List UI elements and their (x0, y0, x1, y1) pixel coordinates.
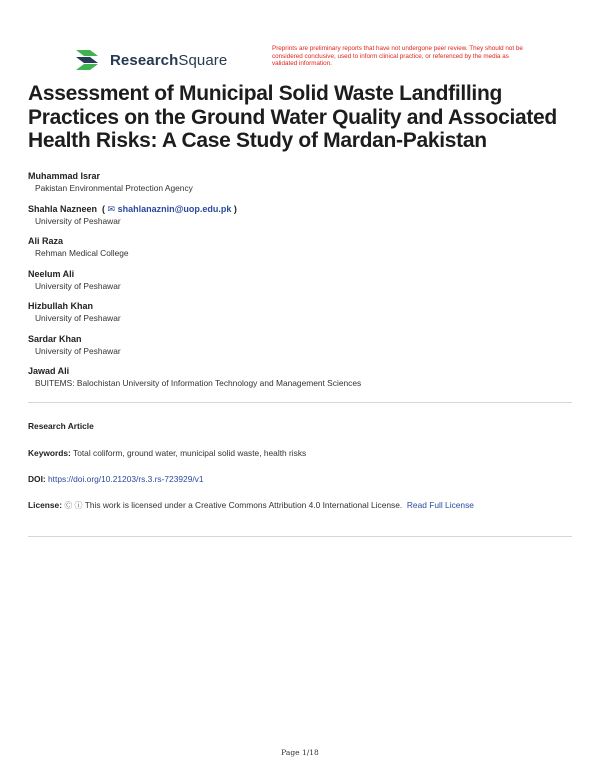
doi (28, 472, 573, 486)
author-name: Ali Raza (28, 236, 64, 246)
author-name: Shahla Nazneen (28, 203, 98, 214)
author-entry (28, 333, 568, 366)
logo-text: ResearchSquare (110, 51, 228, 69)
research-square-logo[interactable] (74, 47, 227, 73)
article-type: Research Article (28, 421, 94, 431)
page-number: Page 1/18 (281, 748, 319, 757)
author-name: Sardar Khan (28, 333, 82, 344)
author-entry (28, 170, 568, 203)
author-name: Neelum Ali (28, 268, 75, 279)
author-entry (28, 268, 568, 301)
read-full-license-link[interactable]: Read Full License (406, 500, 474, 510)
research-square-logo-icon (74, 48, 104, 72)
keywords-label: Keywords: (28, 448, 71, 458)
author-entry (28, 365, 568, 398)
author-affiliation: University of Peshawar (35, 345, 121, 356)
doi-label: DOI: (28, 474, 46, 484)
author-affiliation: BUITEMS: Balochistan University of Information Technology and Management Sciences (35, 378, 362, 388)
license (28, 498, 573, 513)
divider (28, 536, 572, 537)
license-text: This work is licensed under a Creative Commons Attribution 4.0 International License. (84, 500, 403, 510)
doi-link[interactable]: https://doi.org/10.21203/rs.3.rs-723929/v1 (48, 474, 204, 484)
author-entry (28, 235, 568, 268)
author-affiliation: University of Peshawar (35, 215, 121, 226)
preprint-notice: Preprints are preliminary reports that have not undergone peer review. They should not be considered conclusive, used to inform clinical practice, or referenced by the media as validated information. (272, 45, 523, 68)
author-entry (28, 203, 568, 236)
author-name: Muhammad Israr (28, 171, 101, 181)
author-list (28, 170, 568, 398)
paper-title: Assessment of Municipal Solid Waste Landfilling Practices on the Ground Water Quality and Associated Health Risks: A Case Study of Mardan-Pakistan (28, 82, 557, 152)
creative-commons-icon: Ⓒ ⓘ (64, 501, 83, 510)
divider (28, 402, 572, 403)
author-email-link[interactable]: shahlanaznin@uop.edu.pk (117, 203, 232, 214)
author-name-with-email: Shahla Nazneen ( ✉ shahlanaznin@uop.edu.pk ) (28, 203, 237, 214)
author-affiliation: Pakistan Environmental Protection Agency (35, 183, 193, 193)
keywords-value: Total coliform, ground water, municipal solid waste, health risks (73, 448, 307, 458)
keywords (28, 446, 573, 460)
author-name: Hizbullah Khan (28, 301, 93, 311)
license-label: License: (28, 500, 62, 510)
author-affiliation: University of Peshawar (35, 313, 121, 323)
author-affiliation: Rehman Medical College (35, 248, 129, 258)
author-name: Jawad Ali (28, 366, 70, 376)
envelope-icon: ✉ (107, 203, 116, 214)
author-affiliation: University of Peshawar (35, 280, 121, 291)
author-entry (28, 300, 568, 333)
